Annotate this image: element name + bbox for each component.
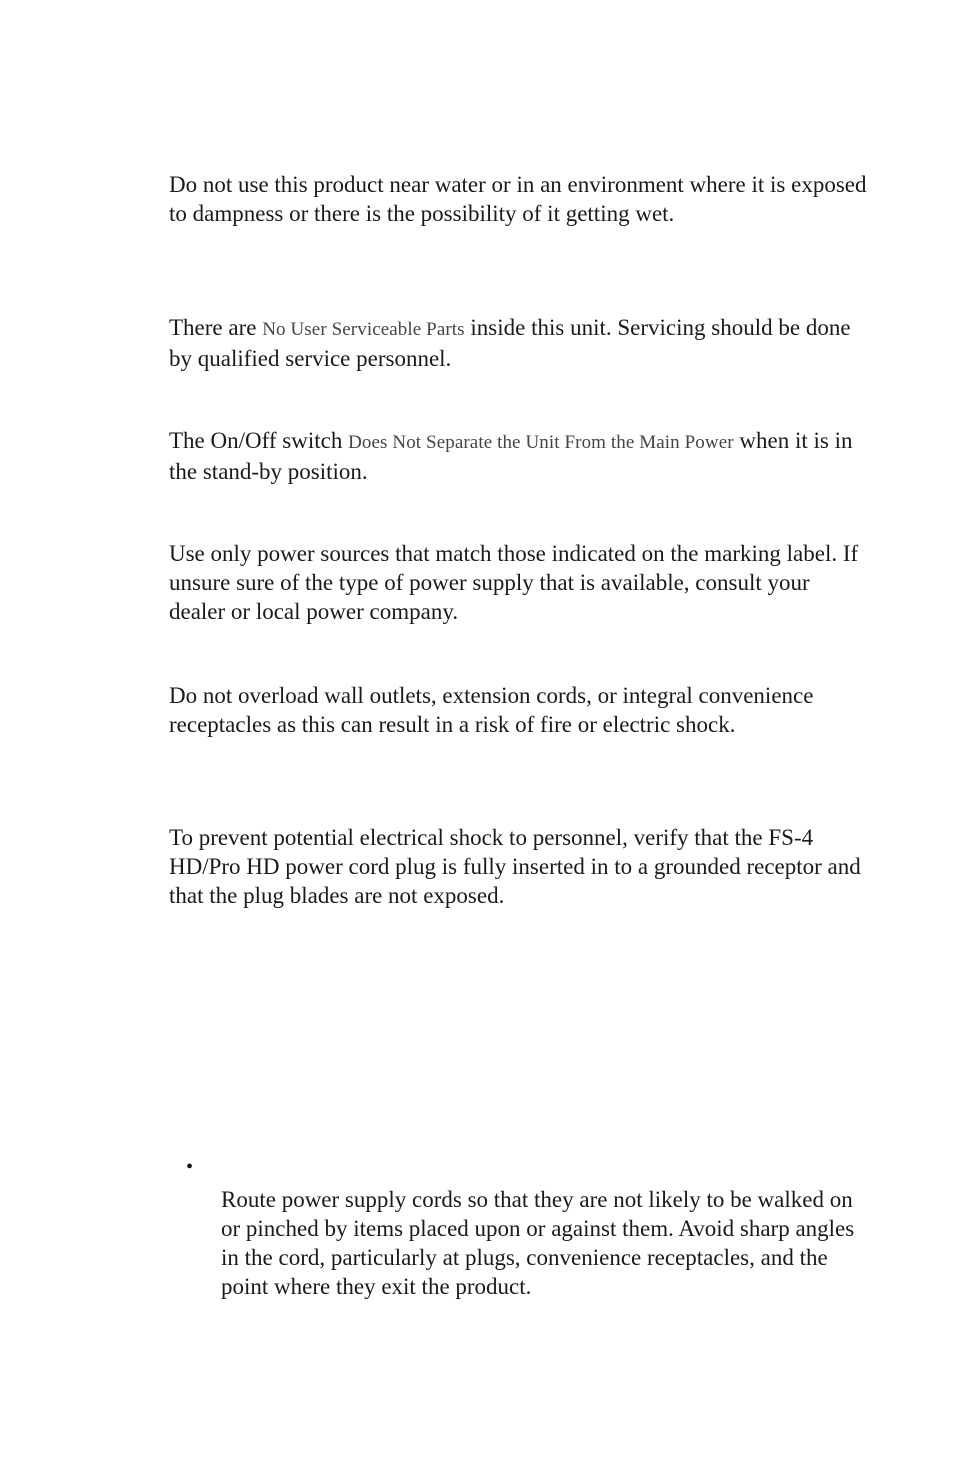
paragraph-serviceable-parts (169, 313, 869, 373)
switch-emphasis: Does Not Separate the Unit From the Main Power (348, 432, 734, 453)
paragraph-shock-warning: To prevent potential electrical shock to personnel, verify that the FS-4 HD/Pro HD power cord plug is fully inserted in to a grounded receptor and that the plug blades are not exposed. (169, 825, 861, 908)
service-emphasis: No User Serviceable Parts (262, 319, 465, 340)
paragraph-overload-warning: Do not overload wall outlets, extension cords, or integral convenience receptacles as this can result in a risk of fire or electric shock. (169, 683, 814, 737)
bullet-marker: • (186, 1156, 194, 1178)
service-text-start: There are (169, 315, 263, 340)
paragraph-power-switch (169, 426, 869, 486)
paragraph-power-sources: Use only power sources that match those indicated on the marking label. If unsure sure of the type of power supply that is available, consult your dealer or local power company. (169, 541, 859, 624)
service-text-end: inside this unit. Servicing should be done by qualified service personnel. (169, 315, 851, 371)
switch-text-end: when it is in the stand-by position. (169, 428, 853, 484)
switch-text-start: The On/Off switch (169, 428, 349, 453)
paragraph-water-warning: Do not use this product near water or in an environment where it is exposed to dampness or there is the possibility of it getting wet. (169, 172, 867, 226)
bullet-item-power-cords: Route power supply cords so that they are not likely to be walked on or pinched by items placed upon or against them. Avoid sharp angles in the cord, particularly at plugs, convenience receptacles, and the point where they exit the product. (221, 1187, 855, 1299)
